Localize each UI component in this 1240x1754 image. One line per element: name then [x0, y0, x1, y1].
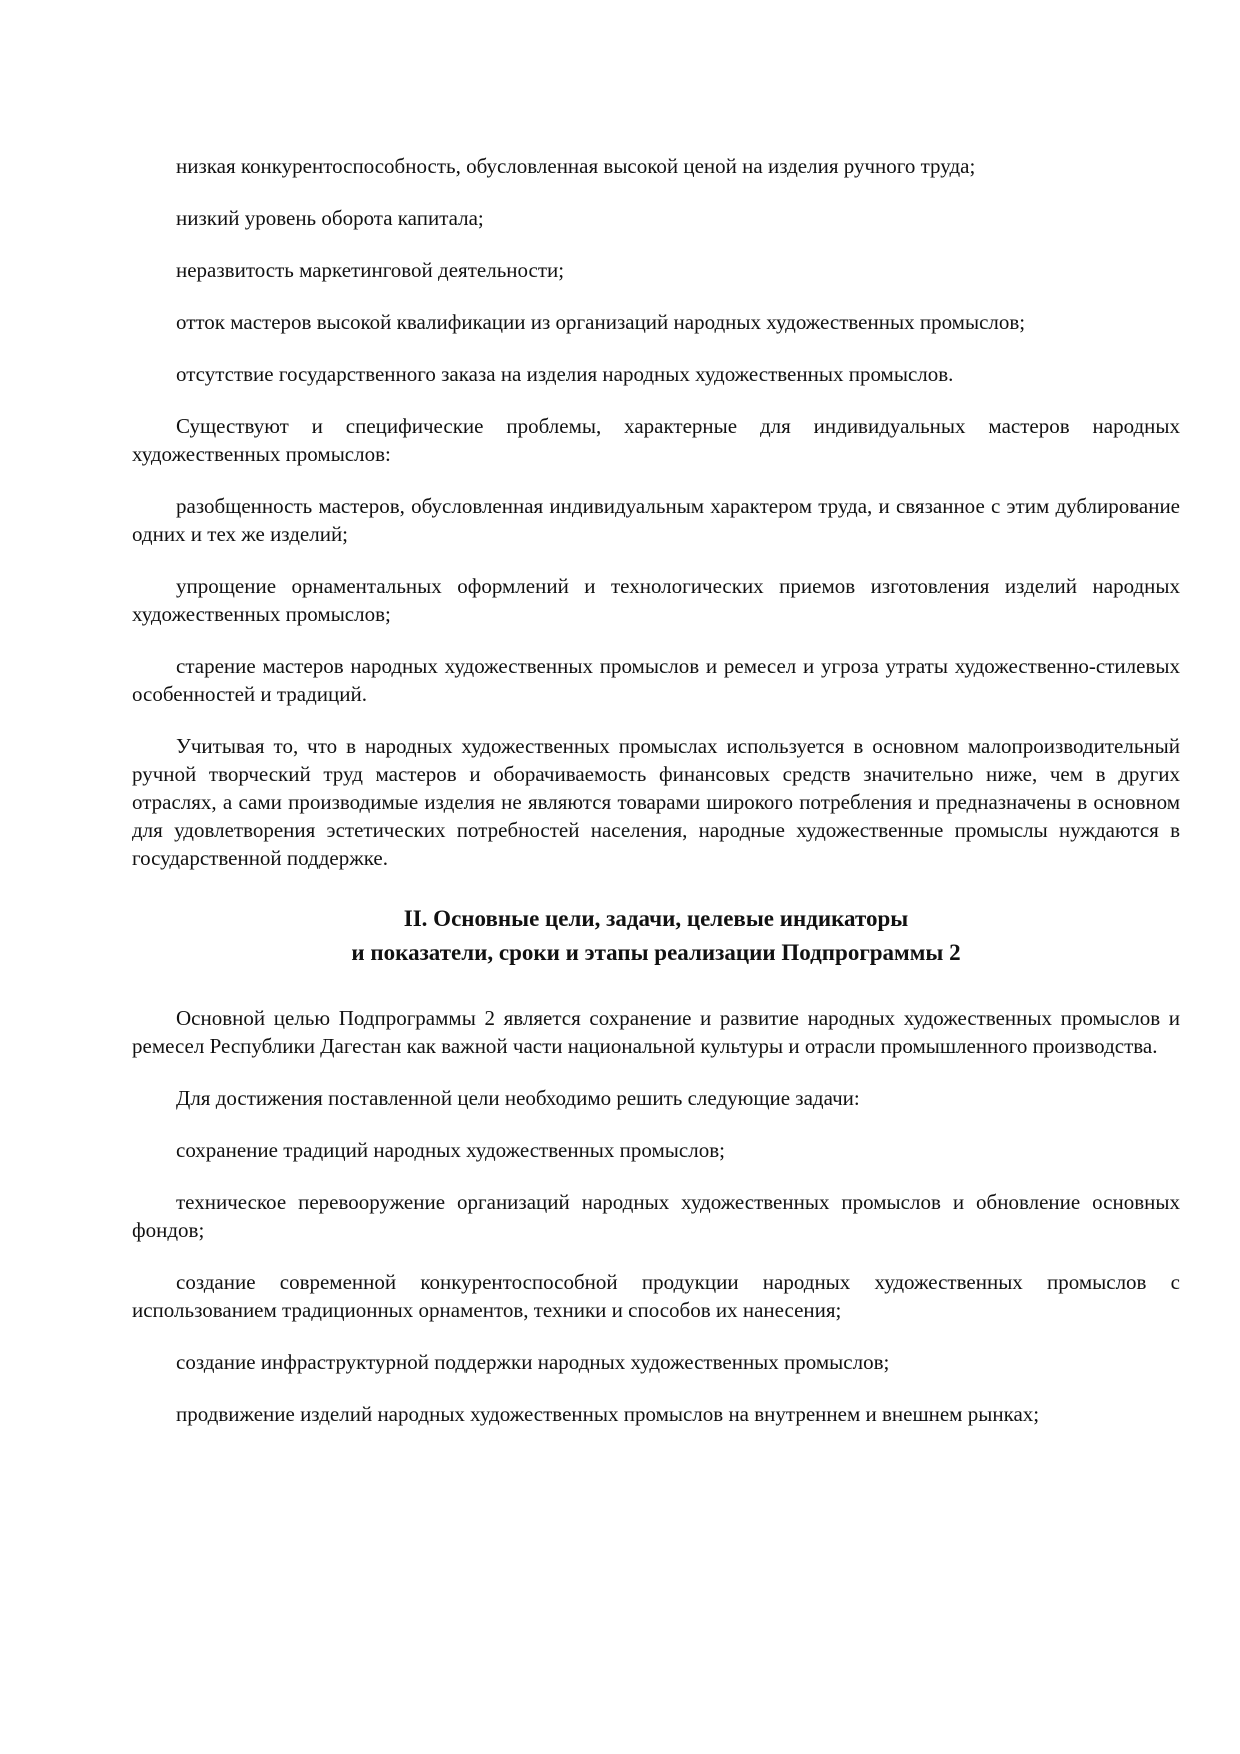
section-heading-line-1: II. Основные цели, задачи, целевые индикаторы [403, 906, 909, 931]
paragraph: создание инфраструктурной поддержки народных художественных промыслов; [176, 1350, 890, 1374]
paragraph: продвижение изделий народных художественных промыслов на внутреннем и внешнем рынках; [176, 1402, 1040, 1426]
paragraph: отток мастеров высокой квалификации из организаций народных художественных промыслов; [176, 310, 1026, 334]
paragraph: Существуют и специфические проблемы, характерные для индивидуальных мастеров народных художественных промыслов: [132, 414, 1180, 466]
paragraph: отсутствие государственного заказа на изделия народных художественных промыслов. [176, 362, 954, 386]
paragraph: Основной целью Подпрограммы 2 является сохранение и развитие народных художественных промыслов и ремесел Республики Дагестан как важной части национальной культуры и отрасли промышленного производства. [132, 1006, 1180, 1058]
paragraph: сохранение традиций народных художественных промыслов; [176, 1138, 725, 1162]
document-page [132, 152, 1180, 1452]
paragraph: техническое перевооружение организаций народных художественных промыслов и обновление основных фондов; [132, 1190, 1180, 1242]
section-heading-line-2: и показатели, сроки и этапы реализации Подпрограммы 2 [351, 940, 961, 965]
paragraph: создание современной конкурентоспособной продукции народных художественных промыслов с использованием традиционных орнаментов, техники и способов их нанесения; [132, 1270, 1180, 1322]
paragraph: старение мастеров народных художественных промыслов и ремесел и угроза утраты художественно-стилевых особенностей и традиций. [132, 654, 1180, 706]
paragraph: Учитывая то, что в народных художественных промыслах используется в основном малопроизводительный ручной творческий труд мастеров и оборачиваемость финансовых средств значительно ниже, чем в других отраслях, а сами производимые изделия не являются товарами широкого потребления и предназначены в основном для удовлетворения эстетических потребностей населения, народные художественные промыслы нуждаются в государственной поддержке. [132, 734, 1180, 870]
paragraph: низкая конкурентоспособность, обусловленная высокой ценой на изделия ручного труда; [176, 154, 976, 178]
paragraph: упрощение орнаментальных оформлений и технологических приемов изготовления изделий народных художественных промыслов; [132, 574, 1180, 626]
paragraph: Для достижения поставленной цели необходимо решить следующие задачи: [176, 1086, 860, 1110]
section-heading [132, 902, 1180, 970]
paragraph: разобщенность мастеров, обусловленная индивидуальным характером труда, и связанное с этим дублирование одних и тех же изделий; [132, 494, 1180, 546]
paragraph: неразвитость маркетинговой деятельности; [176, 258, 565, 282]
paragraph: низкий уровень оборота капитала; [176, 206, 484, 230]
